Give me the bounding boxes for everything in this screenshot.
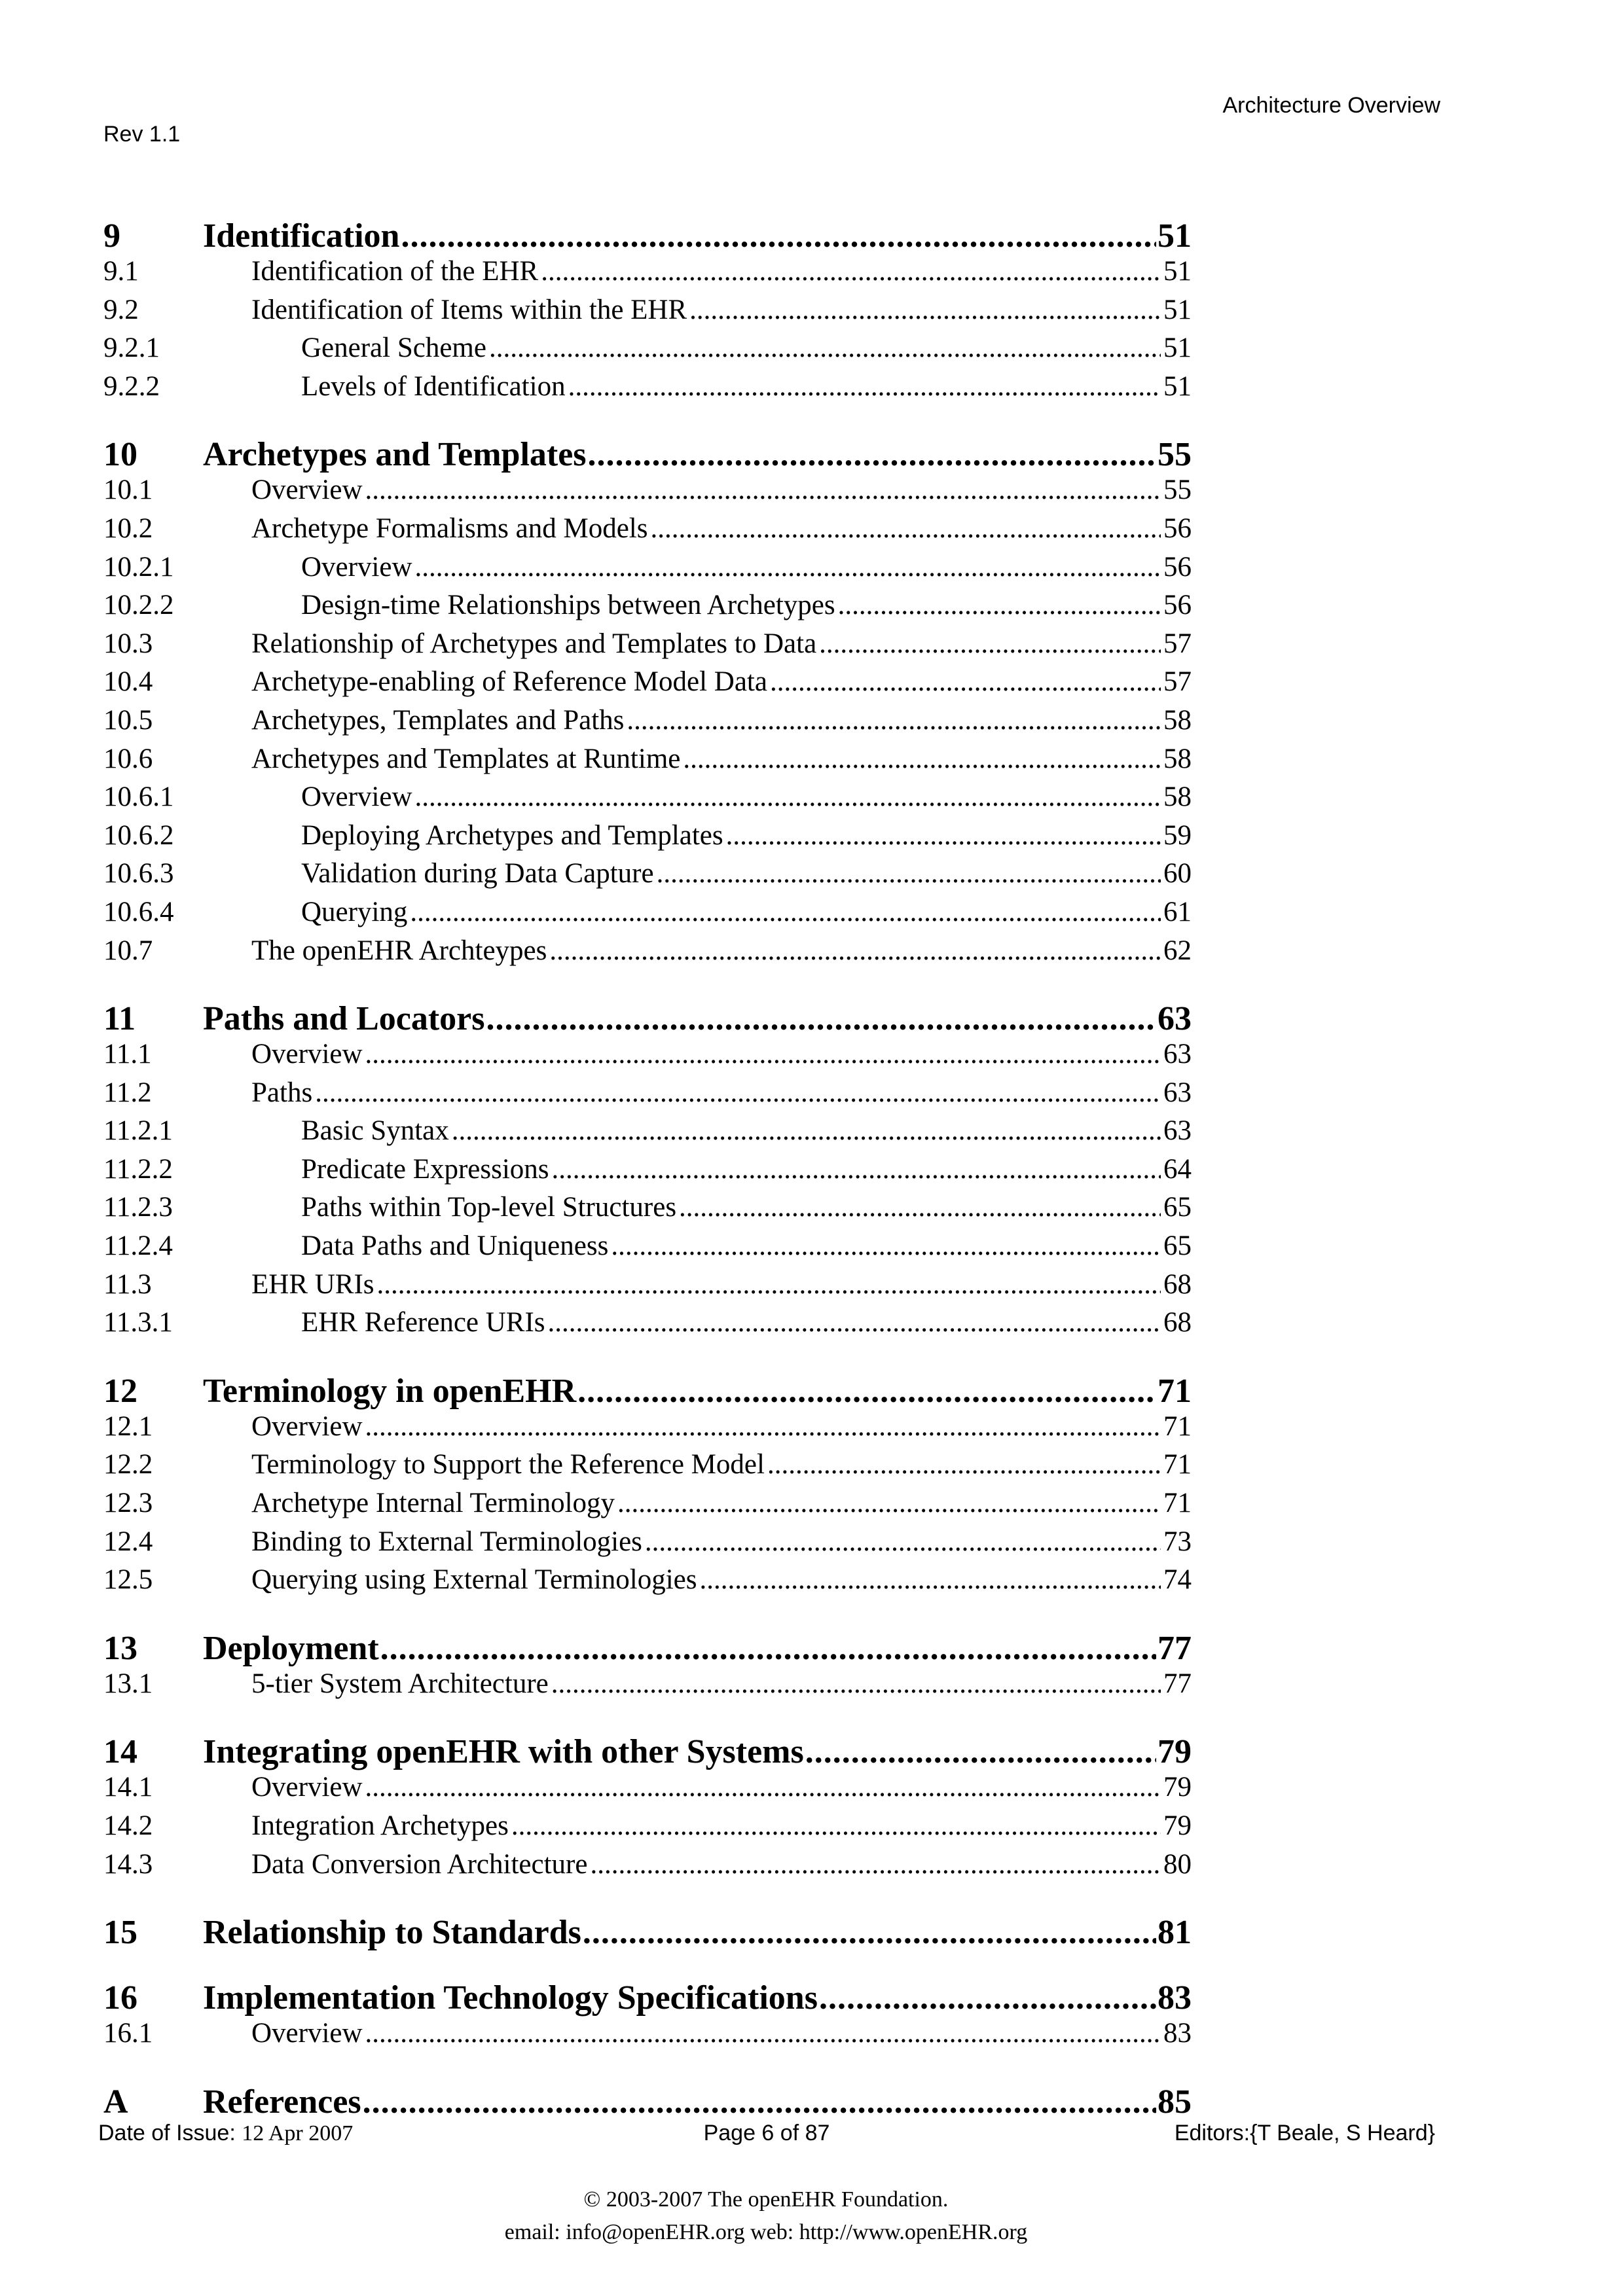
- toc-entry-number: 10.2: [103, 512, 153, 544]
- toc-entry-number: 12.4: [103, 1526, 153, 1557]
- toc-entry-page: 80: [1163, 1848, 1192, 1880]
- toc-dot-leader: [590, 1848, 1161, 1880]
- toc-entry[interactable]: [103, 1077, 1192, 1115]
- toc-entry-number: 11.2.2: [103, 1153, 173, 1185]
- toc-entry-title: Implementation Technology Specifications: [203, 1979, 818, 2017]
- toc-entry[interactable]: [103, 1410, 1192, 1449]
- toc-entry-number: 10.7: [103, 935, 153, 966]
- toc-entry[interactable]: [103, 551, 1192, 590]
- toc-entry[interactable]: [103, 1894, 1192, 1952]
- toc-entry-page: 63: [1158, 1000, 1192, 1038]
- toc-entry[interactable]: [103, 198, 1192, 255]
- toc-entry-number: 14.3: [103, 1848, 153, 1880]
- toc-entry-title: Deploying Archetypes and Templates: [301, 819, 723, 851]
- toc-entry-page: 51: [1163, 332, 1192, 364]
- toc-entry-title: Archetype-enabling of Reference Model Data: [251, 666, 767, 698]
- toc-dot-leader: [726, 819, 1161, 852]
- toc-entry[interactable]: [103, 704, 1192, 743]
- toc-entry-title: Overview: [251, 1410, 363, 1442]
- toc-entry[interactable]: [103, 935, 1192, 973]
- toc-entry-number: 13.1: [103, 1668, 153, 1699]
- toc-entry[interactable]: [103, 1191, 1192, 1230]
- toc-entry-number: 10: [103, 436, 137, 474]
- toc-entry[interactable]: [103, 857, 1192, 896]
- toc-entry-title: Predicate Expressions: [301, 1153, 549, 1185]
- toc-entry-page: 68: [1163, 1268, 1192, 1300]
- toc-entry-title: Relationship of Archetypes and Templates to Data: [251, 628, 817, 659]
- toc-entry[interactable]: [103, 1668, 1192, 1706]
- toc-entry[interactable]: [103, 896, 1192, 935]
- toc-entry-number: 14.1: [103, 1772, 153, 1803]
- toc-dot-leader: [365, 2017, 1161, 2049]
- toc-entry-page: 57: [1163, 628, 1192, 659]
- toc-entry[interactable]: [103, 1771, 1192, 1810]
- toc-entry-page: 51: [1163, 370, 1192, 402]
- toc-entry-page: 63: [1163, 1115, 1192, 1147]
- toc-entry-number: 14.2: [103, 1810, 153, 1841]
- toc-entry-title: Overview: [251, 1039, 363, 1070]
- toc-dot-leader: [489, 332, 1161, 364]
- toc-dot-leader: [683, 743, 1161, 775]
- toc-entry-page: 56: [1163, 512, 1192, 544]
- toc-dot-leader: [365, 1771, 1161, 1803]
- toc-entry[interactable]: [103, 1448, 1192, 1487]
- toc-dot-leader: [805, 1732, 1156, 1771]
- toc-entry-number: 11.3.1: [103, 1307, 173, 1338]
- toc-entry-page: 71: [1163, 1410, 1192, 1442]
- toc-entry-number: 10.6.4: [103, 896, 174, 927]
- toc-entry-title: Overview: [251, 1772, 363, 1803]
- toc-entry[interactable]: [103, 1230, 1192, 1268]
- toc-entry-title: Deployment: [203, 1629, 379, 1667]
- toc-entry-page: 58: [1163, 704, 1192, 736]
- toc-entry-page: 71: [1163, 1488, 1192, 1519]
- toc-entry-page: 62: [1163, 935, 1192, 966]
- toc-entry-title: Identification: [203, 217, 400, 255]
- toc-entry[interactable]: [103, 1564, 1192, 1602]
- toc-entry-title: Integration Archetypes: [251, 1810, 509, 1841]
- toc-dot-leader: [689, 294, 1161, 326]
- toc-dot-leader: [377, 1268, 1161, 1300]
- toc-entry-title: Binding to External Terminologies: [251, 1526, 642, 1557]
- toc-entry-number: 10.6.1: [103, 781, 174, 813]
- toc-entry-page: 55: [1163, 475, 1192, 506]
- toc-entry-title: Archetypes and Templates at Runtime: [251, 743, 681, 774]
- toc-entry[interactable]: [103, 1268, 1192, 1307]
- toc-entry-title: Overview: [301, 781, 412, 813]
- toc-entry-number: 12.1: [103, 1410, 153, 1442]
- toc-entry-number: 15: [103, 1914, 137, 1952]
- toc-entry[interactable]: [103, 255, 1192, 294]
- toc-entry-number: 10.4: [103, 666, 153, 698]
- toc-entry[interactable]: [103, 294, 1192, 332]
- toc-entry[interactable]: [103, 666, 1192, 704]
- toc-entry[interactable]: [103, 980, 1192, 1038]
- toc-entry[interactable]: [103, 1487, 1192, 1526]
- toc-entry-title: Archetypes, Templates and Paths: [251, 704, 625, 736]
- toc-entry[interactable]: [103, 1153, 1192, 1192]
- toc-entry-number: 13: [103, 1629, 137, 1667]
- toc-entry-title: Archetypes and Templates: [203, 436, 587, 474]
- toc-entry-page: 79: [1163, 1772, 1192, 1803]
- toc-entry-page: 74: [1163, 1564, 1192, 1596]
- toc-dot-leader: [617, 1487, 1161, 1519]
- toc-entry-title: Basic Syntax: [301, 1115, 449, 1147]
- footer-editors: Editors:{T Beale, S Heard}: [1174, 2121, 1435, 2145]
- toc-entry-page: 65: [1163, 1230, 1192, 1262]
- toc-entry-title: Overview: [251, 2018, 363, 2049]
- toc-entry-page: 51: [1163, 294, 1192, 325]
- toc-entry-title: Terminology to Support the Reference Model: [251, 1449, 765, 1480]
- toc-entry-title: EHR URIs: [251, 1268, 374, 1300]
- toc-entry-title: Querying using External Terminologies: [251, 1564, 697, 1596]
- toc-entry-page: 83: [1163, 2018, 1192, 2049]
- toc-entry-page: 79: [1163, 1810, 1192, 1841]
- header-revision: Rev 1.1: [103, 122, 181, 147]
- copyright-line: © 2003-2007 The openEHR Foundation.: [583, 2187, 949, 2212]
- toc-entry-number: 10.6: [103, 743, 153, 774]
- toc-entry[interactable]: [103, 1306, 1192, 1345]
- toc-dot-leader: [511, 1810, 1161, 1842]
- toc-dot-leader: [410, 896, 1161, 928]
- toc-entry-title: Querying: [301, 896, 408, 927]
- copyright-block: [0, 2183, 1532, 2249]
- toc-dot-leader: [415, 551, 1161, 583]
- toc-entry-page: 73: [1163, 1526, 1192, 1557]
- toc-entry-title: Identification of the EHR: [251, 256, 539, 287]
- toc-entry-title: 5-tier System Architecture: [251, 1668, 549, 1699]
- toc-dot-leader: [549, 935, 1161, 967]
- toc-dot-leader: [548, 1306, 1161, 1338]
- toc-entry-page: 61: [1163, 896, 1192, 927]
- toc-entry[interactable]: [103, 1810, 1192, 1848]
- toc-entry-page: 79: [1158, 1733, 1192, 1771]
- toc-entry[interactable]: [103, 781, 1192, 819]
- toc-dot-leader: [365, 474, 1161, 506]
- table-of-contents: [103, 190, 1192, 2121]
- toc-entry-number: 9.1: [103, 256, 139, 287]
- toc-dot-leader: [819, 1979, 1156, 2017]
- toc-entry-number: 12: [103, 1372, 137, 1410]
- toc-entry-title: Archetype Formalisms and Models: [251, 512, 648, 544]
- toc-entry-number: 9.2.1: [103, 332, 160, 364]
- toc-entry-page: 83: [1158, 1979, 1192, 2017]
- toc-entry[interactable]: [103, 370, 1192, 409]
- toc-entry[interactable]: [103, 628, 1192, 666]
- toc-entry[interactable]: [103, 819, 1192, 858]
- toc-entry[interactable]: [103, 1848, 1192, 1887]
- toc-dot-leader: [627, 704, 1161, 736]
- toc-entry-title: Relationship to Standards: [203, 1914, 581, 1952]
- footer-issue-date: 12 Apr 2007: [242, 2121, 354, 2145]
- toc-entry-title: Identification of Items within the EHR: [251, 294, 687, 325]
- toc-entry[interactable]: [103, 1353, 1192, 1410]
- toc-dot-leader: [452, 1115, 1161, 1147]
- toc-dot-leader: [819, 628, 1161, 660]
- toc-entry-number: 10.2.1: [103, 551, 174, 583]
- toc-entry[interactable]: [103, 1038, 1192, 1077]
- contact-line: email: info@openEHR.org web: http://www.openEHR.org: [504, 2220, 1028, 2244]
- toc-dot-leader: [577, 1372, 1156, 1410]
- toc-entry[interactable]: [103, 589, 1192, 628]
- toc-entry-number: 10.6.3: [103, 858, 174, 889]
- toc-dot-leader: [651, 512, 1161, 545]
- toc-entry[interactable]: [103, 474, 1192, 512]
- toc-dot-leader: [770, 666, 1161, 698]
- footer-issue-label: Date of Issue:: [98, 2121, 236, 2145]
- toc-entry-title: Data Conversion Architecture: [251, 1848, 588, 1880]
- toc-entry-number: 11.2.3: [103, 1192, 173, 1223]
- toc-entry-page: 77: [1163, 1668, 1192, 1699]
- toc-entry-page: 65: [1163, 1192, 1192, 1223]
- toc-entry-title: References: [203, 2083, 361, 2121]
- toc-dot-leader: [679, 1191, 1161, 1223]
- toc-entry-page: 59: [1163, 819, 1192, 851]
- footer-page-info: Page 6 of 87: [703, 2121, 830, 2145]
- toc-entry[interactable]: [103, 1960, 1192, 2017]
- toc-entry-page: 71: [1158, 1372, 1192, 1410]
- toc-entry-page: 71: [1163, 1449, 1192, 1480]
- toc-entry-title: Paths within Top-level Structures: [301, 1192, 677, 1223]
- toc-entry-title: Levels of Identification: [301, 370, 566, 402]
- toc-entry-number: 16.1: [103, 2018, 153, 2049]
- toc-entry-number: A: [103, 2083, 128, 2121]
- toc-entry-number: 9: [103, 217, 120, 255]
- toc-dot-leader: [568, 370, 1161, 403]
- toc-entry[interactable]: [103, 332, 1192, 370]
- toc-dot-leader: [838, 589, 1161, 621]
- toc-entry-page: 55: [1158, 436, 1192, 474]
- toc-entry-title: Overview: [301, 551, 412, 583]
- toc-entry-title: General Scheme: [301, 332, 486, 364]
- toc-entry[interactable]: [103, 1713, 1192, 1771]
- toc-entry-number: 16: [103, 1979, 137, 2017]
- toc-entry-number: 10.5: [103, 704, 153, 736]
- toc-entry-title: Terminology in openEHR: [203, 1372, 577, 1410]
- toc-entry[interactable]: [103, 2017, 1192, 2056]
- toc-entry-page: 58: [1163, 743, 1192, 774]
- toc-entry-title: Overview: [251, 475, 363, 506]
- toc-entry-page: 51: [1158, 217, 1192, 255]
- toc-entry[interactable]: [103, 1115, 1192, 1153]
- toc-entry-page: 58: [1163, 781, 1192, 813]
- toc-dot-leader: [611, 1230, 1161, 1262]
- toc-entry-page: 85: [1158, 2083, 1192, 2121]
- toc-entry[interactable]: [103, 2064, 1192, 2121]
- toc-entry-title: Archetype Internal Terminology: [251, 1488, 615, 1519]
- toc-dot-leader: [541, 255, 1161, 287]
- toc-dot-leader: [380, 1629, 1156, 1668]
- toc-entry-page: 57: [1163, 666, 1192, 698]
- toc-entry-page: 51: [1163, 256, 1192, 287]
- toc-dot-leader: [657, 857, 1161, 889]
- toc-entry-number: 11.3: [103, 1268, 152, 1300]
- toc-entry-number: 12.5: [103, 1564, 153, 1596]
- toc-entry-number: 11.2: [103, 1077, 152, 1108]
- toc-entry-number: 11: [103, 1000, 136, 1038]
- toc-entry-number: 14: [103, 1733, 137, 1771]
- toc-dot-leader: [365, 1038, 1161, 1070]
- toc-entry-number: 9.2.2: [103, 370, 160, 402]
- toc-entry-number: 10.6.2: [103, 819, 174, 851]
- toc-dot-leader: [588, 435, 1156, 474]
- toc-dot-leader: [486, 999, 1156, 1038]
- toc-entry-title: Validation during Data Capture: [301, 858, 654, 889]
- toc-entry-number: 12.3: [103, 1488, 153, 1519]
- toc-entry-title: The openEHR Archteypes: [251, 935, 547, 966]
- toc-dot-leader: [699, 1564, 1161, 1596]
- toc-entry[interactable]: [103, 1526, 1192, 1564]
- toc-entry-page: 63: [1163, 1039, 1192, 1070]
- toc-dot-leader: [365, 1410, 1161, 1443]
- toc-entry-title: Design-time Relationships between Archetypes: [301, 590, 835, 621]
- toc-entry-page: 60: [1163, 858, 1192, 889]
- toc-entry-number: 11.1: [103, 1039, 152, 1070]
- toc-entry-number: 11.2.1: [103, 1115, 173, 1147]
- toc-dot-leader: [315, 1077, 1161, 1109]
- toc-dot-leader: [415, 781, 1161, 813]
- toc-entry-number: 10.1: [103, 475, 153, 506]
- toc-entry-title: Paths: [251, 1077, 313, 1108]
- toc-dot-leader: [767, 1448, 1161, 1480]
- header-doc-title: Architecture Overview: [1222, 93, 1440, 118]
- toc-entry-title: Data Paths and Uniqueness: [301, 1230, 609, 1262]
- toc-entry[interactable]: [103, 1610, 1192, 1668]
- toc-entry-title: EHR Reference URIs: [301, 1307, 545, 1338]
- toc-entry-number: 10.2.2: [103, 590, 174, 621]
- toc-entry-page: 68: [1163, 1307, 1192, 1338]
- toc-dot-leader: [401, 217, 1156, 255]
- toc-entry-page: 63: [1163, 1077, 1192, 1108]
- toc-entry-page: 56: [1163, 590, 1192, 621]
- toc-entry[interactable]: [103, 416, 1192, 474]
- toc-dot-leader: [583, 1913, 1156, 1952]
- toc-entry-number: 11.2.4: [103, 1230, 173, 1262]
- toc-entry[interactable]: [103, 743, 1192, 781]
- toc-entry-title: Integrating openEHR with other Systems: [203, 1733, 804, 1771]
- toc-entry-number: 12.2: [103, 1449, 153, 1480]
- toc-entry-page: 56: [1163, 551, 1192, 583]
- toc-dot-leader: [552, 1153, 1161, 1185]
- toc-entry-number: 10.3: [103, 628, 153, 659]
- toc-entry-page: 77: [1158, 1629, 1192, 1667]
- toc-dot-leader: [645, 1526, 1161, 1558]
- toc-entry-title: Paths and Locators: [203, 1000, 485, 1038]
- toc-entry-page: 81: [1158, 1914, 1192, 1952]
- toc-entry-number: 9.2: [103, 294, 139, 325]
- toc-dot-leader: [363, 2083, 1156, 2121]
- toc-entry-page: 64: [1163, 1153, 1192, 1185]
- toc-entry[interactable]: [103, 512, 1192, 551]
- toc-dot-leader: [551, 1668, 1161, 1700]
